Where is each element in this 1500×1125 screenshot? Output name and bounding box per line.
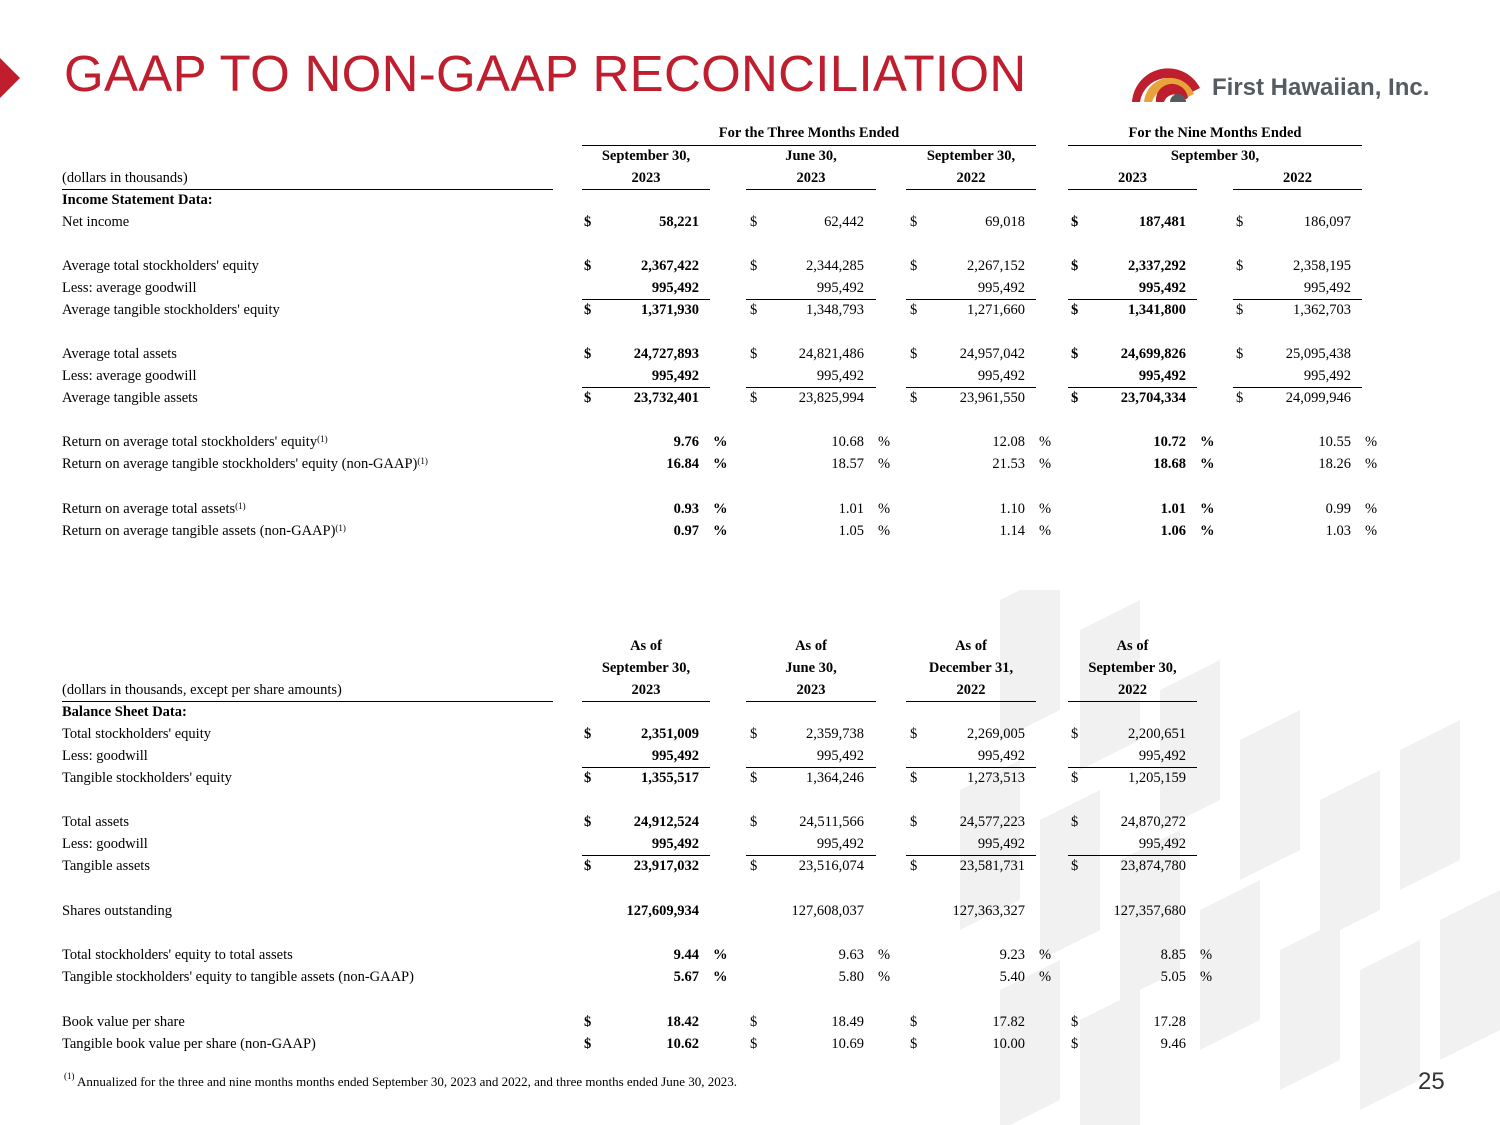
value-cell: 995,492	[816, 748, 864, 764]
percent-sign: %	[713, 434, 728, 450]
value-cell: 187,481	[1138, 214, 1186, 230]
value-cell: 2,367,422	[641, 258, 699, 274]
footnote-text: Annualized for the three and nine months months ended September 30, 2023 and 2022, and three months ended June 30, 2023.	[77, 1074, 738, 1089]
dollar-sign: $	[1071, 814, 1079, 830]
value-cell: 25,095,438	[1285, 346, 1351, 362]
footnote-ref: (1)	[417, 456, 428, 466]
dollar-sign: $	[750, 1036, 758, 1052]
dollar-sign: $	[910, 1036, 918, 1052]
dollar-sign: $	[584, 214, 592, 230]
value-cell: 1,348,793	[806, 302, 864, 318]
value-cell: 995,492	[816, 836, 864, 852]
dollar-sign: $	[750, 726, 758, 742]
percent-sign: %	[1365, 501, 1378, 517]
value-cell: 10.72	[1153, 434, 1186, 450]
value-cell: 24,099,946	[1285, 390, 1351, 406]
value-cell: 24,511,566	[799, 814, 864, 830]
dollar-sign: $	[910, 302, 918, 318]
row-label: Tangible book value per share (non-GAAP)	[62, 1036, 316, 1052]
value-cell: 23,581,731	[959, 858, 1025, 874]
dollar-sign: $	[1236, 214, 1244, 230]
subtotal-rule	[906, 387, 1036, 388]
dollar-sign: $	[910, 726, 918, 742]
percent-sign: %	[713, 969, 728, 985]
value-cell: 995,492	[977, 368, 1025, 384]
year-header: 2023	[796, 682, 826, 698]
section-label: Balance Sheet Data:	[62, 704, 187, 720]
percent-sign: %	[1039, 523, 1052, 539]
date-header: September 30,	[1170, 148, 1260, 164]
value-cell: 1.14	[999, 523, 1025, 539]
dollar-sign: $	[750, 258, 758, 274]
value-cell: 18.68	[1153, 456, 1186, 472]
value-cell: 9.46	[1160, 1036, 1186, 1052]
percent-sign: %	[713, 501, 728, 517]
value-cell: 10.69	[831, 1036, 864, 1052]
row-label: Return on average total assets$^{(1)}$	[62, 501, 246, 517]
value-cell: 24,699,826	[1120, 346, 1186, 362]
percent-sign: %	[1200, 456, 1215, 472]
value-cell: 21.53	[992, 456, 1025, 472]
dollar-sign: $	[910, 814, 918, 830]
row-label: Average total stockholders' equity	[62, 258, 259, 274]
units-label: (dollars in thousands)	[62, 170, 188, 186]
dollar-sign: $	[910, 346, 918, 362]
percent-sign: %	[878, 523, 891, 539]
value-cell: 23,516,074	[798, 858, 864, 874]
value-cell: 18.57	[831, 456, 864, 472]
value-cell: 0.97	[673, 523, 699, 539]
subtotal-rule	[746, 299, 876, 300]
year-underline	[1068, 701, 1197, 702]
percent-sign: %	[1039, 947, 1052, 963]
dollar-sign: $	[584, 1036, 592, 1052]
value-cell: 995,492	[1138, 836, 1186, 852]
year-header: 2022	[956, 170, 986, 186]
page-title: GAAP TO NON-GAAP RECONCILIATION	[64, 45, 1027, 102]
value-cell: 17.28	[1153, 1014, 1186, 1030]
value-cell: 995,492	[977, 748, 1025, 764]
table-row	[62, 833, 1392, 855]
dollar-sign: $	[584, 390, 592, 406]
value-cell: 24,912,524	[633, 814, 699, 830]
value-cell: 995,492	[977, 280, 1025, 296]
table-row	[62, 255, 1392, 277]
date-header: September 30,	[601, 660, 691, 676]
year-underline	[746, 189, 876, 190]
footnote-ref: (1)	[235, 501, 246, 511]
year-underline	[1233, 189, 1362, 190]
table-row	[62, 343, 1392, 365]
row-label: Less: goodwill	[62, 748, 148, 764]
as-of-header: As of	[630, 638, 662, 654]
row-label: Tangible stockholders' equity	[62, 770, 232, 786]
dollar-sign: $	[750, 302, 758, 318]
value-cell: 5.05	[1160, 969, 1186, 985]
dollar-sign: $	[910, 214, 918, 230]
table-row	[62, 431, 1392, 453]
value-cell: 1,362,703	[1293, 302, 1351, 318]
row-label: Less: average goodwill	[62, 280, 197, 296]
value-cell: 16.84	[666, 456, 699, 472]
value-cell: 995,492	[651, 836, 699, 852]
value-cell: 62,442	[824, 214, 864, 230]
dollar-sign: $	[1071, 1014, 1079, 1030]
percent-sign: %	[1200, 501, 1215, 517]
value-cell: 23,917,032	[633, 858, 699, 874]
dollar-sign: $	[750, 390, 758, 406]
dollar-sign: $	[584, 346, 592, 362]
year-header: 2023	[631, 170, 661, 186]
value-cell: 1.01	[1160, 501, 1186, 517]
table-row	[62, 767, 1392, 789]
date-header: June 30,	[785, 148, 837, 164]
value-cell: 23,825,994	[798, 390, 864, 406]
value-cell: 9.44	[673, 947, 699, 963]
value-cell: 1,273,513	[967, 770, 1025, 786]
percent-sign: %	[1365, 456, 1378, 472]
value-cell: 10.68	[831, 434, 864, 450]
year-header: 2023	[631, 682, 661, 698]
as-of-header: As of	[1116, 638, 1149, 654]
value-cell: 10.62	[666, 1036, 699, 1052]
row-label: Tangible assets	[62, 858, 150, 874]
percent-sign: %	[878, 501, 891, 517]
value-cell: 12.08	[992, 434, 1025, 450]
row-label: Return on average tangible stockholders' equity (non-GAAP)$^{(1)}$	[62, 456, 428, 472]
dollar-sign: $	[584, 726, 592, 742]
value-cell: 10.55	[1318, 434, 1351, 450]
group-header-nine-months: For the Nine Months Ended	[1128, 125, 1302, 141]
value-cell: 24,577,223	[959, 814, 1025, 830]
year-underline	[906, 189, 1036, 190]
dollar-sign: $	[750, 1014, 758, 1030]
value-cell: 5.80	[838, 969, 864, 985]
subtotal-rule	[746, 387, 876, 388]
table-row	[62, 453, 1392, 475]
table-row	[62, 723, 1392, 745]
year-underline	[1068, 189, 1197, 190]
table-row	[62, 944, 1392, 966]
percent-sign: %	[878, 456, 891, 472]
value-cell: 24,727,893	[633, 346, 699, 362]
year-header: 2022	[1283, 170, 1312, 186]
value-cell: 995,492	[1138, 280, 1186, 296]
dollar-sign: $	[584, 770, 592, 786]
percent-sign: %	[1039, 434, 1052, 450]
row-label: Tangible stockholders' equity to tangible assets (non-GAAP)	[62, 969, 414, 985]
row-label: Total stockholders' equity	[62, 726, 211, 742]
footnote-ref: (1)	[335, 523, 346, 533]
table-row	[62, 1033, 1392, 1055]
value-cell: 995,492	[977, 836, 1025, 852]
value-cell: 1.05	[838, 523, 864, 539]
value-cell: 995,492	[816, 368, 864, 384]
dollar-sign: $	[1071, 390, 1079, 406]
footnote	[64, 1071, 738, 1090]
row-label: Shares outstanding	[62, 903, 172, 919]
value-cell: 58,221	[659, 214, 699, 230]
row-label: Total stockholders' equity to total assets	[62, 947, 293, 963]
dollar-sign: $	[584, 1014, 592, 1030]
dollar-sign: $	[584, 302, 592, 318]
percent-sign: %	[1039, 969, 1052, 985]
row-label: Less: goodwill	[62, 836, 148, 852]
percent-sign: %	[713, 947, 728, 963]
value-cell: 1,205,159	[1128, 770, 1186, 786]
table-row	[62, 299, 1392, 321]
value-cell: 5.40	[999, 969, 1025, 985]
value-cell: 2,200,651	[1128, 726, 1186, 742]
value-cell: 2,351,009	[641, 726, 699, 742]
dollar-sign: $	[910, 770, 918, 786]
percent-sign: %	[878, 947, 891, 963]
row-label: Total assets	[62, 814, 130, 830]
value-cell: 2,337,292	[1128, 258, 1186, 274]
dollar-sign: $	[1071, 770, 1079, 786]
value-cell: 995,492	[1303, 368, 1351, 384]
value-cell: 995,492	[651, 280, 699, 296]
dollar-sign: $	[750, 814, 758, 830]
dollar-sign: $	[1071, 346, 1079, 362]
dollar-sign: $	[1071, 214, 1079, 230]
percent-sign: %	[1365, 434, 1378, 450]
units-label: (dollars in thousands, except per share amounts)	[62, 682, 342, 698]
row-label: Return on average total stockholders' equity$^{(1)}$	[62, 434, 328, 450]
year-header: 2023	[796, 170, 826, 186]
value-cell: 127,609,934	[626, 903, 699, 919]
percent-sign: %	[1200, 523, 1215, 539]
dollar-sign: $	[1236, 346, 1244, 362]
as-of-header: As of	[795, 638, 827, 654]
value-cell: 5.67	[673, 969, 699, 985]
year-underline	[906, 701, 1036, 702]
year-header: 2022	[1118, 682, 1147, 698]
subtotal-rule	[1068, 299, 1197, 300]
value-cell: 0.93	[673, 501, 699, 517]
percent-sign: %	[1365, 523, 1378, 539]
dollar-sign: $	[750, 346, 758, 362]
dollar-sign: $	[750, 858, 758, 874]
value-cell: 9.76	[673, 434, 699, 450]
year-underline	[746, 701, 876, 702]
value-cell: 23,874,780	[1120, 858, 1186, 874]
dollar-sign: $	[584, 858, 592, 874]
table-row	[62, 966, 1392, 988]
row-label: Average tangible assets	[62, 390, 198, 406]
table-row	[62, 211, 1392, 233]
page-number: 25	[1418, 1068, 1445, 1095]
dollar-sign: $	[750, 214, 758, 230]
dollar-sign: $	[910, 258, 918, 274]
dollar-sign: $	[1236, 302, 1244, 318]
dollar-sign: $	[1236, 390, 1244, 406]
footnote-ref: (1)	[317, 434, 328, 444]
year-underline	[582, 189, 710, 190]
dollar-sign: $	[1236, 258, 1244, 274]
dollar-sign: $	[1071, 302, 1079, 318]
subtotal-rule	[906, 299, 1036, 300]
value-cell: 24,821,486	[798, 346, 864, 362]
year-underline	[582, 701, 710, 702]
row-label: Average tangible stockholders' equity	[62, 302, 280, 318]
subtotal-rule	[1233, 387, 1362, 388]
subtotal-rule	[1068, 387, 1197, 388]
table-row	[62, 387, 1392, 409]
subtotal-rule	[1233, 299, 1362, 300]
date-header: September 30,	[601, 148, 691, 164]
dollar-sign: $	[584, 814, 592, 830]
value-cell: 1,364,246	[806, 770, 864, 786]
logo-text: First Hawaiian, Inc.	[1212, 74, 1430, 101]
logo-sunrise-icon	[1130, 68, 1208, 108]
table-row	[62, 745, 1392, 767]
value-cell: 1,371,930	[641, 302, 699, 318]
percent-sign: %	[878, 969, 891, 985]
value-cell: 9.63	[838, 947, 864, 963]
percent-sign: %	[1200, 947, 1213, 963]
value-cell: 127,608,037	[791, 903, 864, 919]
subtotal-rule	[582, 299, 710, 300]
value-cell: 995,492	[1138, 368, 1186, 384]
value-cell: 18.26	[1318, 456, 1351, 472]
table-row	[62, 277, 1392, 299]
table-row	[62, 365, 1392, 387]
value-cell: 0.99	[1325, 501, 1351, 517]
value-cell: 1,271,660	[967, 302, 1025, 318]
dollar-sign: $	[1071, 258, 1079, 274]
date-header: June 30,	[785, 660, 837, 676]
table-row	[62, 811, 1392, 833]
value-cell: 1,355,517	[641, 770, 699, 786]
dollar-sign: $	[1071, 858, 1079, 874]
value-cell: 995,492	[651, 748, 699, 764]
percent-sign: %	[1200, 969, 1213, 985]
value-cell: 8.85	[1160, 947, 1186, 963]
value-cell: 995,492	[816, 280, 864, 296]
value-cell: 2,358,195	[1293, 258, 1351, 274]
value-cell: 1.03	[1325, 523, 1351, 539]
value-cell: 24,957,042	[959, 346, 1025, 362]
year-header: 2023	[1118, 170, 1147, 186]
value-cell: 995,492	[1303, 280, 1351, 296]
group-header-three-months: For the Three Months Ended	[718, 125, 900, 141]
row-label: Less: average goodwill	[62, 368, 197, 384]
value-cell: 1.01	[838, 501, 864, 517]
dollar-sign: $	[1071, 726, 1079, 742]
value-cell: 9.23	[999, 947, 1025, 963]
dollar-sign: $	[910, 1014, 918, 1030]
percent-sign: %	[878, 434, 891, 450]
dollar-sign: $	[910, 858, 918, 874]
value-cell: 2,269,005	[967, 726, 1025, 742]
as-of-header: As of	[955, 638, 987, 654]
value-cell: 10.00	[992, 1036, 1025, 1052]
percent-sign: %	[1039, 456, 1052, 472]
table-row	[62, 855, 1392, 877]
value-cell: 2,267,152	[967, 258, 1025, 274]
year-header: 2022	[956, 682, 986, 698]
value-cell: 17.82	[992, 1014, 1025, 1030]
table-row	[62, 900, 1392, 922]
date-header: December 31,	[928, 660, 1014, 676]
table-row	[62, 520, 1392, 542]
value-cell: 2,344,285	[806, 258, 864, 274]
row-label: Net income	[62, 214, 130, 230]
date-header: September 30,	[1088, 660, 1177, 676]
footnote-marker: (1)	[64, 1071, 75, 1081]
subtotal-rule	[582, 387, 710, 388]
table-row	[62, 1011, 1392, 1033]
value-cell: 995,492	[1138, 748, 1186, 764]
value-cell: 127,357,680	[1113, 903, 1186, 919]
dollar-sign: $	[910, 390, 918, 406]
value-cell: 18.49	[831, 1014, 864, 1030]
slide-marker-arrow	[0, 58, 20, 98]
value-cell: 69,018	[985, 214, 1025, 230]
dollar-sign: $	[750, 770, 758, 786]
value-cell: 1,341,800	[1128, 302, 1186, 318]
value-cell: 23,704,334	[1120, 390, 1186, 406]
dollar-sign: $	[1071, 1036, 1079, 1052]
table-row	[62, 498, 1392, 520]
section-label: Income Statement Data:	[62, 192, 213, 208]
row-label: Average total assets	[62, 346, 177, 362]
value-cell: 2,359,738	[806, 726, 864, 742]
dollar-sign: $	[584, 258, 592, 274]
value-cell: 23,961,550	[959, 390, 1025, 406]
date-header: September 30,	[926, 148, 1016, 164]
value-cell: 24,870,272	[1120, 814, 1186, 830]
percent-sign: %	[1200, 434, 1215, 450]
row-label: Book value per share	[62, 1014, 185, 1030]
value-cell: 23,732,401	[633, 390, 699, 406]
value-cell: 1.06	[1160, 523, 1186, 539]
value-cell: 1.10	[999, 501, 1025, 517]
value-cell: 18.42	[666, 1014, 699, 1030]
value-cell: 995,492	[651, 368, 699, 384]
percent-sign: %	[713, 523, 728, 539]
percent-sign: %	[713, 456, 728, 472]
value-cell: 127,363,327	[952, 903, 1025, 919]
value-cell: 186,097	[1303, 214, 1351, 230]
percent-sign: %	[1039, 501, 1052, 517]
row-label: Return on average tangible assets (non-GAAP)$^{(1)}$	[62, 523, 346, 539]
